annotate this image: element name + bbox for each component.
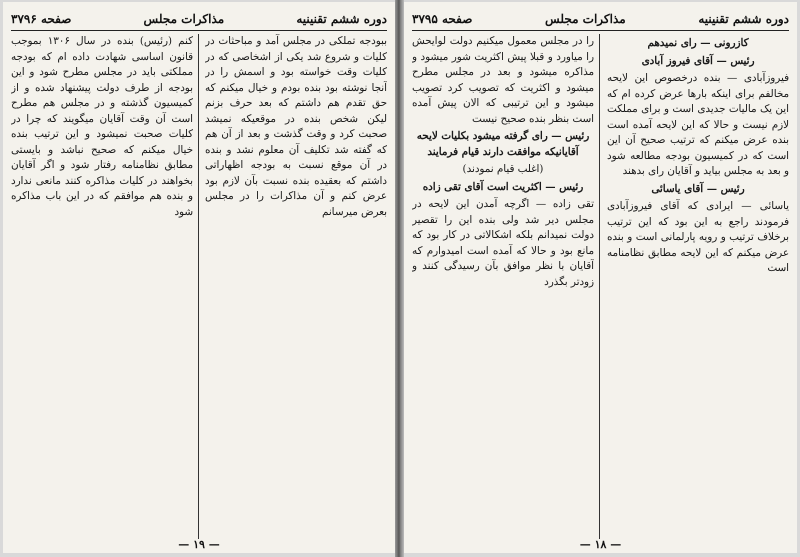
right-page-session: دوره ششم تقنینیه [698,12,789,26]
column-divider [198,34,199,539]
speaker-line: رئیس — آقای یاسائی [651,182,745,195]
speaker-line: کازرونی — رای نمیدهم [647,37,749,49]
left-page-header [11,8,387,31]
left-page [3,2,395,553]
vote-note: (اغلب قیام نمودند) [462,163,544,175]
speaker-line: رئیس — اکثریت است آقای تقی زاده [422,180,584,193]
right-page-column-left [412,34,594,539]
speech-paragraph: فیروزآبادی — بنده درخصوص این لایحه مخالفم برای اینکه بارها عرض کرده ام که این یک مالیات جدیدی است و برای مملکت لازم نیست و حالا که این لایحه آمده است بنده عرض میکنم که ترتیب صحیح آن این است که در کمیسیون بودجه مطالعه شود و بعد به مجلس بیاید و آقایان رای بدهند [607,72,789,177]
speech-paragraph: را در مجلس معمول میکنیم دولت لوایحش را میاورد و قبلا پیش اکثریت شور میشود و مذاکره میشود و بعد در مجلس مطرح میشود و اکثریت که تصویب کرد تصویب میشود و این ترتیبی که الان پیش آمده است بنظر بنده صحیح نیست [412,35,594,125]
left-page-session: دوره ششم تقنینیه [296,12,387,26]
column-divider [599,34,600,539]
speaker-line: رئیس — رای گرفته میشود بکلیات لایحه آقایانیکه موافقت دارند قیام فرمایند [416,130,590,158]
left-page-number: صفحه ۳۷۹۶ [11,12,72,26]
book-gutter [395,0,404,557]
left-page-column-right [205,34,387,539]
speaker-line: رئیس — آقای فیروز آبادی [641,54,755,67]
left-column-text: ببودجه تملکی در مجلس آمد و مباحثات در کلیات و شروع شد یکی از اشخاصی که در کلیات وقت خواسته بود و اسمش را در آنجا نوشته بود بنده بودم و خیال میکنم که حق تقدم هم داشتم که بعد حرف بزنم لیکن شخص بنده در موقعیکه نمیشد صحبت کرد و وقت گذشت و بعد از آن هم که گفته شد تکلیف آن معلوم نشد و بنده در آن موقع نسبت به بودجه اظهاراتی داشتم که بعقیده بنده نسبت بآن لازم بود عرض کنم و آن مذاکرات را در مجلس بعرض میرسانم [205,35,387,218]
right-page-header [412,8,789,31]
left-page-title: مذاکرات مجلس [143,12,225,26]
right-page-column-right [607,34,789,539]
left-column-text: کنم (رئیس) بنده در سال ۱۳۰۶ بموجب قانون اساسی شهادت داده ام که بودجه مملکتی باید در مجلس مطرح شود و این بودجه از طرف دولت پیشنهاد شده و از کمیسیون گذشته و در مجلس هم مطرح است آن وقت آقایان میگویند که چرا در کلیات صحبت نمیشود و این ترتیب بنده خیال میکنم که صحیح نباشد و بایستی مطابق نظامنامه رفتار شود و اگر آقایان بخواهند در کلیات مذاکره کنند مانعی ندارد و بنده هم موافقم که در این باب مذاکره شود [11,35,193,218]
right-page [404,2,797,553]
right-page-title: مذاکرات مجلس [545,12,626,26]
left-page-column-left [11,34,193,539]
speech-paragraph: تقی زاده — اگرچه آمدن این لایحه در مجلس دیر شد ولی بنده این را تقصیر دولت نمیدانم بلکه اشکالاتی در کار بود که مانع بود و حالا که آمده است امیدوارم که آقایان با نظر موافق بآن رسیدگی کنند و زودتر بگذرد [412,198,594,288]
right-page-number: صفحه ۳۷۹۵ [412,12,473,26]
speech-paragraph: یاسائی — ایرادی که آقای فیروزآبادی فرمودند راجع به این بود که این ترتیب برخلاف ترتیب و رویه پارلمانی است و بنده عرض میکنم که این لایحه مطابق نظامنامه است [607,200,789,274]
right-page-footer: — ۱۸ — [579,538,622,551]
left-page-footer: — ۱۹ — [178,538,220,551]
